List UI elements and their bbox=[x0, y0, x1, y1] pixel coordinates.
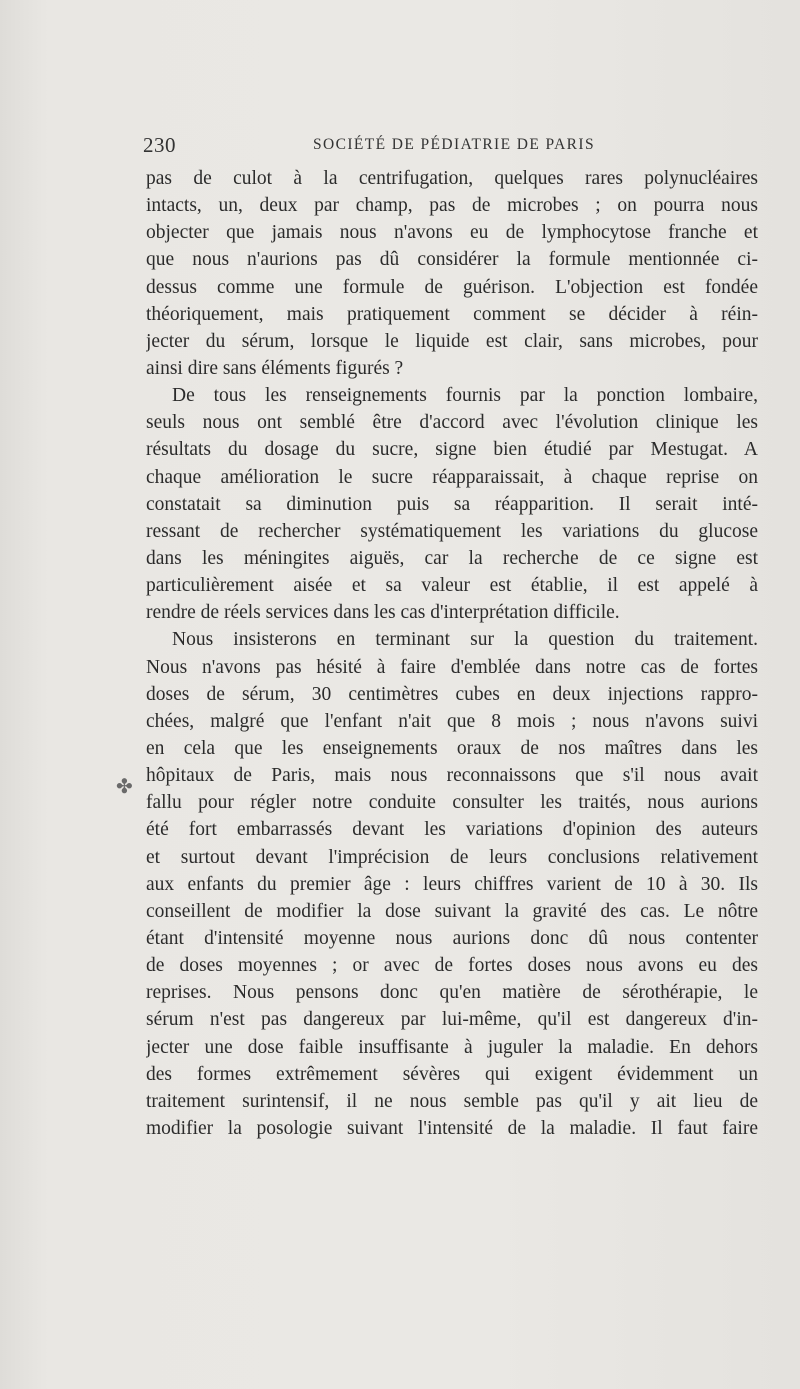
text-line: résultats du dosage du sucre, signe bien étudié par Mestugat. A bbox=[146, 439, 758, 461]
text-line: jecter une dose faible insuffisante à juguler la maladie. En dehors bbox=[146, 1036, 758, 1058]
body-text bbox=[146, 165, 758, 1142]
text-line: hôpitaux de Paris, mais nous reconnaissons que s'il nous avait bbox=[146, 765, 758, 787]
text-line: chaque amélioration le sucre réapparaissait, à chaque reprise on bbox=[146, 466, 758, 488]
text-line: étant d'intensité moyenne nous aurions donc dû nous contenter bbox=[146, 927, 758, 949]
text-line: objecter que jamais nous n'avons eu de lymphocytose franche et bbox=[146, 222, 758, 244]
text-line: que nous n'aurions pas dû considérer la formule mentionnée ci- bbox=[146, 249, 758, 271]
text-line: sérum n'est pas dangereux par lui-même, qu'il est dangereux d'in- bbox=[146, 1009, 758, 1031]
text-line: seuls nous ont semblé être d'accord avec l'évolution clinique les bbox=[146, 412, 758, 434]
running-title: SOCIÉTÉ DE PÉDIATRIE DE PARIS bbox=[313, 136, 596, 153]
text-line: des formes extrêmement sévères qui exigent évidemment un bbox=[146, 1063, 758, 1085]
text-line: et surtout devant l'imprécision de leurs conclusions relativement bbox=[146, 846, 758, 868]
text-line: été fort embarrassés devant les variations d'opinion des auteurs bbox=[146, 819, 758, 841]
text-line: intacts, un, deux par champ, pas de microbes ; on pourra nous bbox=[146, 195, 758, 217]
page-number: 230 bbox=[143, 133, 176, 157]
text-line: rendre de réels services dans les cas d'interprétation difficile. bbox=[146, 602, 620, 624]
text-line: ressant de rechercher systématiquement les variations du glucose bbox=[146, 520, 758, 542]
page-header bbox=[143, 133, 755, 163]
text-line: traitement surintensif, il ne nous semble pas qu'il y ait lieu de bbox=[146, 1090, 758, 1112]
text-line: constatait sa diminution puis sa réapparition. Il serait inté- bbox=[146, 493, 758, 515]
text-line: pas de culot à la centrifugation, quelques rares polynucléaires bbox=[146, 168, 758, 189]
margin-mark: ✤ bbox=[116, 776, 133, 798]
text-line: modifier la posologie suivant l'intensité de la maladie. Il faut faire bbox=[146, 1117, 758, 1139]
text-line: aux enfants du premier âge : leurs chiffres varient de 10 à 30. Ils bbox=[146, 873, 758, 895]
text-line: dessus comme une formule de guérison. L'objection est fondée bbox=[146, 276, 758, 298]
text-line: doses de sérum, 30 centimètres cubes en deux injections rappro- bbox=[146, 683, 758, 705]
text-line: reprises. Nous pensons donc qu'en matière de sérothérapie, le bbox=[146, 982, 758, 1004]
text-line: chées, malgré que l'enfant n'ait que 8 mois ; nous n'avons suivi bbox=[146, 710, 758, 732]
text-line: De tous les renseignements fournis par la ponction lombaire, bbox=[172, 385, 758, 407]
text-line: théoriquement, mais pratiquement comment se décider à réin- bbox=[146, 303, 758, 325]
text-line: particulièrement aisée et sa valeur est établie, il est appelé à bbox=[146, 575, 758, 597]
text-line: dans les méningites aiguës, car la recherche de ce signe est bbox=[146, 547, 758, 569]
text-line: conseillent de modifier la dose suivant la gravité des cas. Le nôtre bbox=[146, 900, 758, 922]
text-line: ainsi dire sans éléments figurés ? bbox=[146, 357, 404, 379]
text-line: Nous insisterons en terminant sur la question du traitement. bbox=[172, 629, 758, 651]
text-line: jecter du sérum, lorsque le liquide est clair, sans microbes, pour bbox=[146, 330, 758, 352]
text-line: fallu pour régler notre conduite consulter les traités, nous aurions bbox=[146, 792, 758, 814]
text-line: de doses moyennes ; or avec de fortes doses nous avons eu des bbox=[146, 955, 758, 977]
text-line: Nous n'avons pas hésité à faire d'emblée dans notre cas de fortes bbox=[146, 656, 758, 678]
text-line: en cela que les enseignements oraux de nos maîtres dans les bbox=[146, 737, 758, 759]
